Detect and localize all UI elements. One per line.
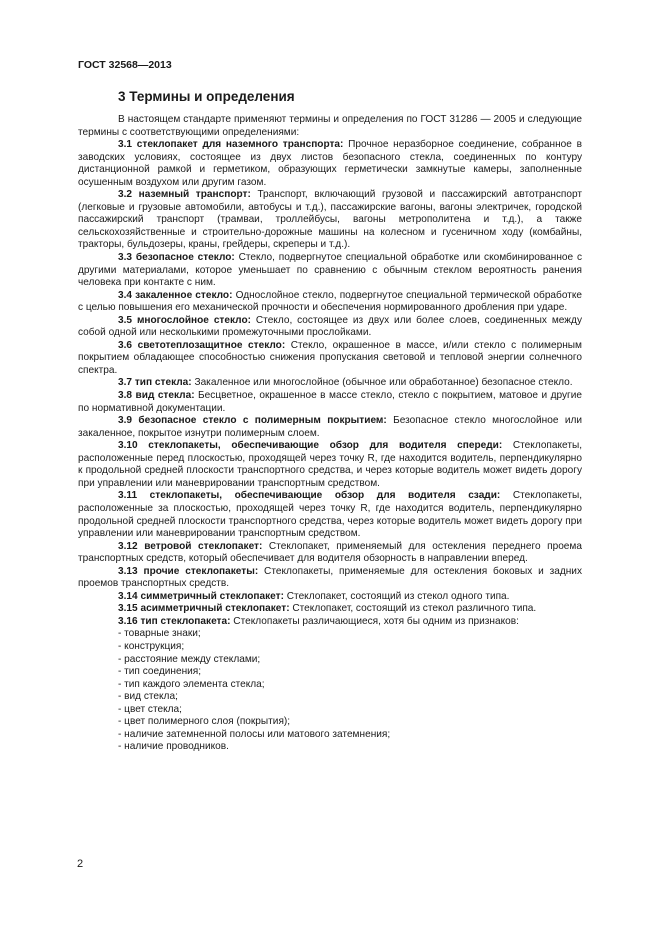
term-number: 3.7: [118, 377, 133, 389]
feature-item: - тип соединения;: [118, 666, 202, 678]
term-definition: [78, 390, 582, 415]
term-number: 3.9: [118, 415, 133, 427]
feature-item: - конструкция;: [118, 640, 185, 652]
term-text: Стеклопакет, состоящий из стекол различного типа.: [292, 603, 537, 615]
feature-item: - расстояние между стеклами;: [118, 653, 261, 665]
intro-paragraph: В настоящем стандарте применяют термины и определения по ГОСТ 31286 — 2005 и следующие термины с соответствующими определениями:: [78, 114, 582, 138]
feature-item: - наличие затемненной полосы или матового затемнения;: [118, 728, 391, 740]
terms-list: [78, 139, 582, 628]
section-title: 3 Термины и определения: [118, 89, 295, 104]
term-heading: [118, 377, 192, 388]
term-text: Стекло, состоящее из двух или более слоев, соединенных между собой одной или несколькими промежуточными прослойками.: [78, 314, 582, 339]
term-heading: [118, 390, 195, 401]
term-number: 3.11: [118, 490, 138, 502]
term-number: 3.15: [118, 603, 138, 615]
term-definition: [78, 290, 582, 315]
term-title: тип стекла:: [134, 377, 192, 389]
term-number: 3.3: [118, 252, 133, 264]
term-heading: [118, 591, 284, 602]
term-definition: [78, 315, 582, 340]
term-title: асимметричный стеклопакет:: [140, 603, 290, 615]
feature-item: - цвет полимерного слоя (покрытия);: [118, 716, 291, 728]
term-number: 3.14: [118, 590, 138, 602]
term-text: Стекло, подвергнутое специальной обработке или скомбинированное с другими материалами, которое уменьшает по сравнению с обычным стеклом вероятность ранения человека при контакте с ним.: [78, 252, 582, 289]
term-title: ветровой стеклопакет:: [144, 540, 263, 552]
term-title: стеклопакет для наземного транспорта:: [136, 139, 344, 151]
term-heading: [118, 252, 235, 263]
term-definition: [78, 440, 582, 490]
term-number: 3.4: [118, 289, 133, 301]
term-heading: [118, 566, 258, 577]
term-number: 3.16: [118, 615, 138, 627]
term-text: Стеклопакеты, расположенные перед плоскостью, проходящей через точку R, где находится водитель, перпендикулярно к продольной средней плоскости транспортного средства, и через которые водитель может видеть дорогу при управлении или маневрировании транспортным средством.: [78, 440, 583, 489]
term-heading: [118, 189, 251, 200]
page-number: 2: [77, 858, 84, 870]
term-title: стеклопакеты, обеспечивающие обзор для водителя сзади:: [149, 490, 501, 502]
term-number: 3.5: [118, 314, 133, 326]
section-content: [78, 114, 582, 754]
feature-item: - цвет стекла;: [118, 703, 182, 715]
term-heading: [118, 603, 290, 614]
term-heading: [118, 139, 343, 150]
feature-item: - товарные знаки;: [118, 628, 201, 640]
term-title: вид стекла:: [135, 390, 195, 402]
term-number: 3.8: [118, 390, 133, 402]
document-header: ГОСТ 32568—2013: [78, 59, 172, 71]
term-number: 3.12: [118, 540, 138, 552]
term-definition: [78, 252, 582, 290]
term-definition: [78, 415, 582, 440]
term-number: 3.2: [118, 189, 133, 201]
term-title: закаленное стекло:: [135, 289, 233, 301]
term-title: безопасное стекло с полимерным покрытием:: [138, 415, 387, 427]
term-heading: [118, 541, 262, 552]
term-definition: [78, 139, 582, 189]
term-definition: [78, 566, 582, 591]
term-text: Бесцветное, окрашенное в массе стекло, стекло с покрытием, матовое и другие по нормативной документации.: [78, 390, 582, 414]
term-number: 3.10: [118, 440, 138, 452]
term-definition: [78, 541, 582, 566]
term-heading: [118, 440, 502, 451]
term-definition: [78, 591, 582, 604]
term-text: Стеклопакет, состоящий из стекол одного типа.: [286, 590, 510, 602]
term-title: стеклопакеты, обеспечивающие обзор для водителя спереди:: [148, 440, 503, 452]
term-definition: [78, 340, 582, 378]
term-heading: [118, 490, 500, 501]
term-title: прочие стеклопакеты:: [143, 565, 259, 577]
feature-item: - наличие проводников.: [118, 741, 229, 753]
term-text: Однослойное стекло, подвергнутое специальной термической обработке с целью повышения его механической прочности и обеспечения нормированного дробления при ударе.: [78, 289, 582, 314]
term-title: многослойное стекло:: [136, 314, 251, 326]
term-heading: [118, 315, 251, 326]
term-definition: [78, 490, 582, 540]
term-heading: [118, 340, 285, 351]
term-definition: [78, 616, 582, 629]
term-definition: [78, 377, 582, 390]
feature-item: - вид стекла;: [118, 691, 178, 703]
term-title: тип стеклопакета:: [140, 615, 231, 627]
term-title: наземный транспорт:: [138, 189, 251, 201]
term-text: Стеклопакеты, применяемые для остекления боковых и задних проемов транспортных средств.: [78, 565, 582, 590]
term-text: Закаленное или многослойное (обычное или обработанное) безопасное стекло.: [194, 377, 573, 389]
feature-item: - тип каждого элемента стекла;: [118, 678, 265, 690]
term-text: Безопасное стекло многослойное или закаленное, покрытое изнутри полимерным слоем.: [78, 415, 582, 439]
term-title: симметричный стеклопакет:: [140, 590, 284, 602]
term-heading: [118, 415, 387, 426]
term-title: светотеплозащитное стекло:: [137, 339, 286, 351]
term-heading: [118, 290, 232, 301]
term-heading: [118, 616, 230, 627]
features-list: [78, 628, 582, 753]
term-text: Стеклопакеты, расположенные за плоскостью, проходящей через точку R, где находится водитель, перпендикулярно продольной средней плоскости транспортного средства, через которые водитель может видеть дорогу при управлении или маневрировании транспортным средством.: [78, 490, 583, 540]
term-definition: [78, 189, 582, 252]
term-text: Прочное неразборное соединение, собранное в заводских условиях, состоящее из двух листов безопасного стекла, соединенных по контуру дистанционной рамкой и герметиком, образующих герметически замкнутые камеры, заполненные осушенным воздухом или другим газом.: [78, 139, 582, 188]
term-number: 3.1: [118, 139, 133, 151]
term-definition: [78, 603, 582, 616]
term-text: Стеклопакет, применяемый для остекления переднего проема транспортных средств, который обеспечивает для водителя обзорность в направлении вперед.: [78, 540, 582, 565]
term-number: 3.6: [118, 339, 133, 351]
term-title: безопасное стекло:: [135, 252, 235, 264]
term-number: 3.13: [118, 565, 138, 577]
term-text: Стекло, окрашенное в массе, и/или стекло с полимерным покрытием обладающее способностью снижения пропускания световой и тепловой энергии солнечного спектра.: [78, 339, 582, 376]
term-text: Стеклопакеты различающиеся, хотя бы одним из признаков:: [233, 615, 519, 627]
term-text: Транспорт, включающий грузовой и пассажирский автотранспорт (легковые и грузовые автомобили, автобусы и т.д.), пассажирские вагоны, вагоны электричек, городской пассажирский транспорт (трамваи, троллейбусы, вагоны метрополитена и т.д.), а также сельскохозяйственные и строительно-дорожные машины на колесном и гусеничном ходу (комбайны, тракторы, бульдозеры, краны, грейдеры, скреперы и т.д.).: [78, 189, 582, 251]
